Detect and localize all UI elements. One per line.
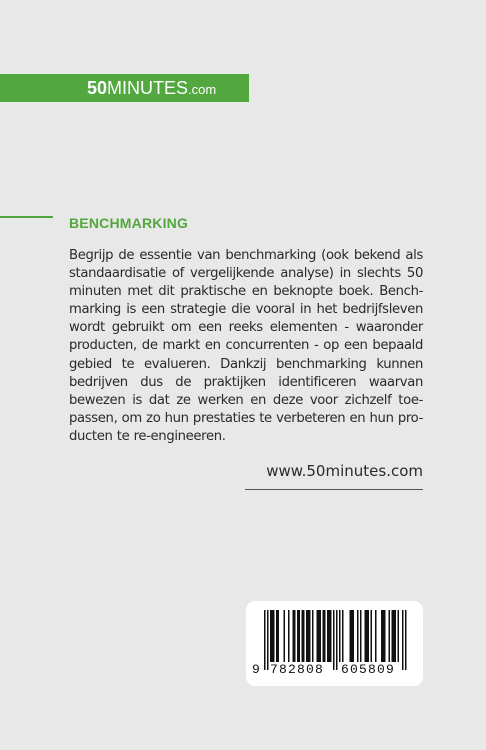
brand-logo [87, 74, 216, 102]
barcode-bar [392, 610, 394, 662]
barcode-bar [294, 610, 296, 662]
barcode-bar [306, 610, 308, 662]
section-title: BENCHMARKING [69, 215, 189, 231]
website-url: www.50minutes.com [266, 462, 423, 480]
barcode-bar [329, 610, 331, 662]
barcode-bar [360, 610, 362, 662]
barcode-bar [350, 610, 352, 662]
barcode-bar [299, 610, 301, 662]
brand-logo-name: MINUTES [107, 78, 189, 98]
barcode-bar [330, 610, 332, 662]
barcode-digits-left: 782808 [270, 662, 325, 677]
section-divider [0, 216, 53, 218]
barcode-digits-right: 605809 [341, 662, 396, 677]
barcode-bar [267, 610, 269, 670]
description-text: Begrijp de essentie van benchmarking (ook bekend als standaardisatie of vergelijkende analyse) in slechts 50 minuten met dit praktische en beknopte boek. Bench-marking is een strategie die vooral in het bedrijfsleven wordt gebruikt om een reeks elementen - waaronder producten, de markt en concurrenten - op een bepaald gebied te evalueren. Dankzij benchmarking kunnen bedrijven dus de praktijken identificeren waarvan bewezen is dat ze werken en deze voor zichzelf toe-passen, om zo hun prestaties te verbeteren en hun pro-ducten te re-engineeren. [69, 248, 423, 444]
barcode-bar [272, 610, 274, 662]
website-underline [245, 489, 423, 490]
barcode-bar [308, 610, 310, 662]
barcode-bar [339, 610, 341, 662]
barcode-bar [303, 610, 305, 662]
barcode-bar [293, 610, 295, 662]
barcode-bar [270, 610, 272, 662]
barcode-bar [368, 610, 370, 662]
barcode-bar [353, 610, 355, 662]
barcode-bar [351, 610, 353, 662]
barcode-bar [381, 610, 383, 662]
barcode-bar [318, 610, 320, 662]
barcode-bar [327, 610, 329, 662]
barcode-bar [366, 610, 368, 662]
barcode-bar [309, 610, 311, 662]
barcode-bar [317, 610, 319, 662]
barcode-bar [320, 610, 322, 662]
barcode-bar [333, 610, 335, 670]
barcode-bar [371, 610, 373, 662]
brand-banner [0, 74, 249, 102]
isbn-barcode [246, 601, 423, 686]
barcode-bar [365, 610, 367, 662]
barcode-bar [312, 610, 314, 662]
barcode-bar [375, 610, 377, 662]
barcode-bar [395, 610, 397, 662]
barcode-digit-first: 9 [252, 662, 262, 677]
barcode-bar [393, 610, 395, 662]
brand-logo-number: 50 [87, 78, 108, 98]
barcode-bar [297, 610, 299, 662]
barcode-bar [389, 610, 391, 662]
barcode-bar [402, 610, 404, 670]
barcode-bar [276, 610, 278, 662]
barcode-bar [288, 610, 290, 662]
barcode-bar [278, 610, 280, 662]
barcode-bar [342, 610, 344, 662]
barcode-bar [336, 610, 338, 670]
barcode-bar [302, 610, 304, 662]
barcode-bar [384, 610, 386, 662]
barcode-bar [383, 610, 385, 662]
barcode-bar [273, 610, 275, 662]
barcode-bar [323, 610, 325, 662]
barcode-bar [324, 610, 326, 662]
barcode-bar [284, 610, 286, 662]
barcode-bar [405, 610, 407, 670]
barcode-bar [264, 610, 266, 670]
barcode-bar [398, 610, 400, 662]
brand-logo-suffix: .com [188, 82, 217, 97]
barcode-bar [357, 610, 359, 662]
